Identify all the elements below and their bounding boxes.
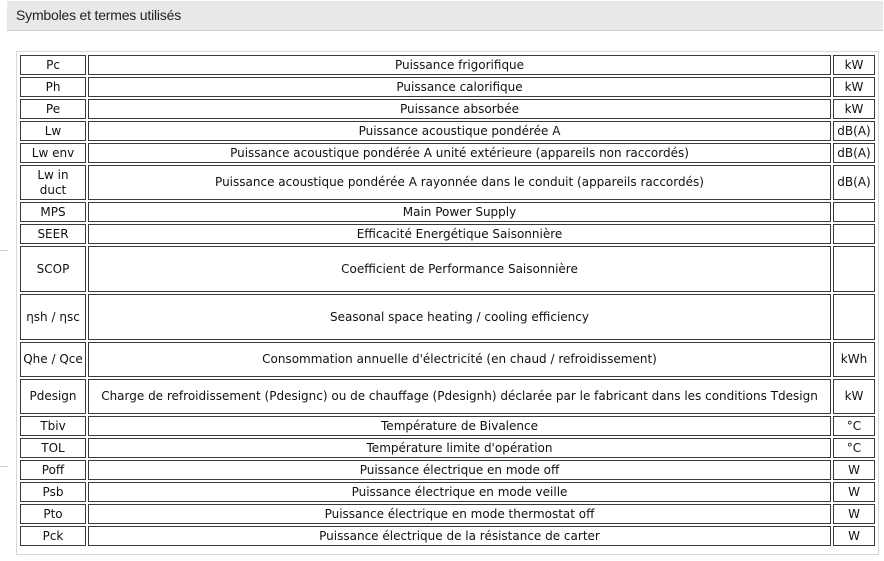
description-cell: Puissance électrique de la résistance de carter [88, 526, 831, 546]
description-cell: Température limite d'opération [88, 438, 831, 458]
side-divider-mark [0, 250, 8, 251]
table-row [20, 460, 875, 480]
symbol-cell: Pe [20, 99, 86, 119]
table-row [20, 165, 875, 200]
table-row [20, 99, 875, 119]
unit-cell: kW [833, 99, 875, 119]
side-divider-mark [0, 466, 8, 467]
table-row [20, 77, 875, 97]
unit-cell: dB(A) [833, 121, 875, 141]
description-cell: Puissance électrique en mode veille [88, 482, 831, 502]
symbol-cell: Psb [20, 482, 86, 502]
unit-cell: °C [833, 416, 875, 436]
table-row [20, 482, 875, 502]
terms-table [18, 53, 877, 548]
table-row [20, 55, 875, 75]
table-row [20, 416, 875, 436]
unit-cell: °C [833, 438, 875, 458]
unit-cell: kW [833, 55, 875, 75]
unit-cell [833, 294, 875, 340]
description-cell: Consommation annuelle d'électricité (en chaud / refroidissement) [88, 342, 831, 377]
description-cell: Efficacité Energétique Saisonnière [88, 224, 831, 244]
unit-cell: dB(A) [833, 143, 875, 163]
description-cell: Puissance acoustique pondérée A unité extérieure (appareils non raccordés) [88, 143, 831, 163]
section-header [7, 1, 883, 31]
symbol-cell: SCOP [20, 246, 86, 292]
description-cell: Main Power Supply [88, 202, 831, 222]
table-row [20, 224, 875, 244]
description-cell: Température de Bivalence [88, 416, 831, 436]
unit-cell [833, 224, 875, 244]
table-row [20, 504, 875, 524]
description-cell: Seasonal space heating / cooling efficiency [88, 294, 831, 340]
symbol-cell: Qhe / Qce [20, 342, 86, 377]
symbol-cell: Pc [20, 55, 86, 75]
symbol-cell: Pck [20, 526, 86, 546]
symbol-cell: ηsh / ηsc [20, 294, 86, 340]
unit-cell: kWh [833, 342, 875, 377]
symbol-cell: Tbiv [20, 416, 86, 436]
unit-cell: W [833, 482, 875, 502]
table-row [20, 379, 875, 414]
unit-cell: W [833, 460, 875, 480]
unit-cell: kW [833, 379, 875, 414]
table-row [20, 202, 875, 222]
description-cell: Puissance calorifique [88, 77, 831, 97]
symbol-cell: TOL [20, 438, 86, 458]
unit-cell: kW [833, 77, 875, 97]
table-row [20, 246, 875, 292]
unit-cell: W [833, 504, 875, 524]
table-row [20, 143, 875, 163]
symbol-cell: Lw env [20, 143, 86, 163]
symbol-cell: MPS [20, 202, 86, 222]
table-row [20, 342, 875, 377]
unit-cell: W [833, 526, 875, 546]
description-cell: Puissance électrique en mode thermostat off [88, 504, 831, 524]
symbol-cell: Pto [20, 504, 86, 524]
unit-cell: dB(A) [833, 165, 875, 200]
description-cell: Puissance acoustique pondérée A [88, 121, 831, 141]
description-cell: Charge de refroidissement (Pdesignc) ou de chauffage (Pdesignh) déclarée par le fabricant dans les conditions Tdesign [88, 379, 831, 414]
table-row [20, 526, 875, 546]
description-cell: Puissance absorbée [88, 99, 831, 119]
unit-cell [833, 202, 875, 222]
table-row [20, 121, 875, 141]
table-row [20, 438, 875, 458]
description-cell: Puissance acoustique pondérée A rayonnée dans le conduit (appareils raccordés) [88, 165, 831, 200]
symbol-cell: Pdesign [20, 379, 86, 414]
description-cell: Puissance frigorifique [88, 55, 831, 75]
table-row [20, 294, 875, 340]
symbol-cell: Lw [20, 121, 86, 141]
symbol-cell: SEER [20, 224, 86, 244]
symbol-cell: Ph [20, 77, 86, 97]
symbol-cell: Poff [20, 460, 86, 480]
unit-cell [833, 246, 875, 292]
description-cell: Puissance électrique en mode off [88, 460, 831, 480]
description-cell: Coefficient de Performance Saisonnière [88, 246, 831, 292]
section-title: Symboles et termes utilisés [16, 7, 181, 23]
symbol-cell: Lw in duct [20, 165, 86, 200]
